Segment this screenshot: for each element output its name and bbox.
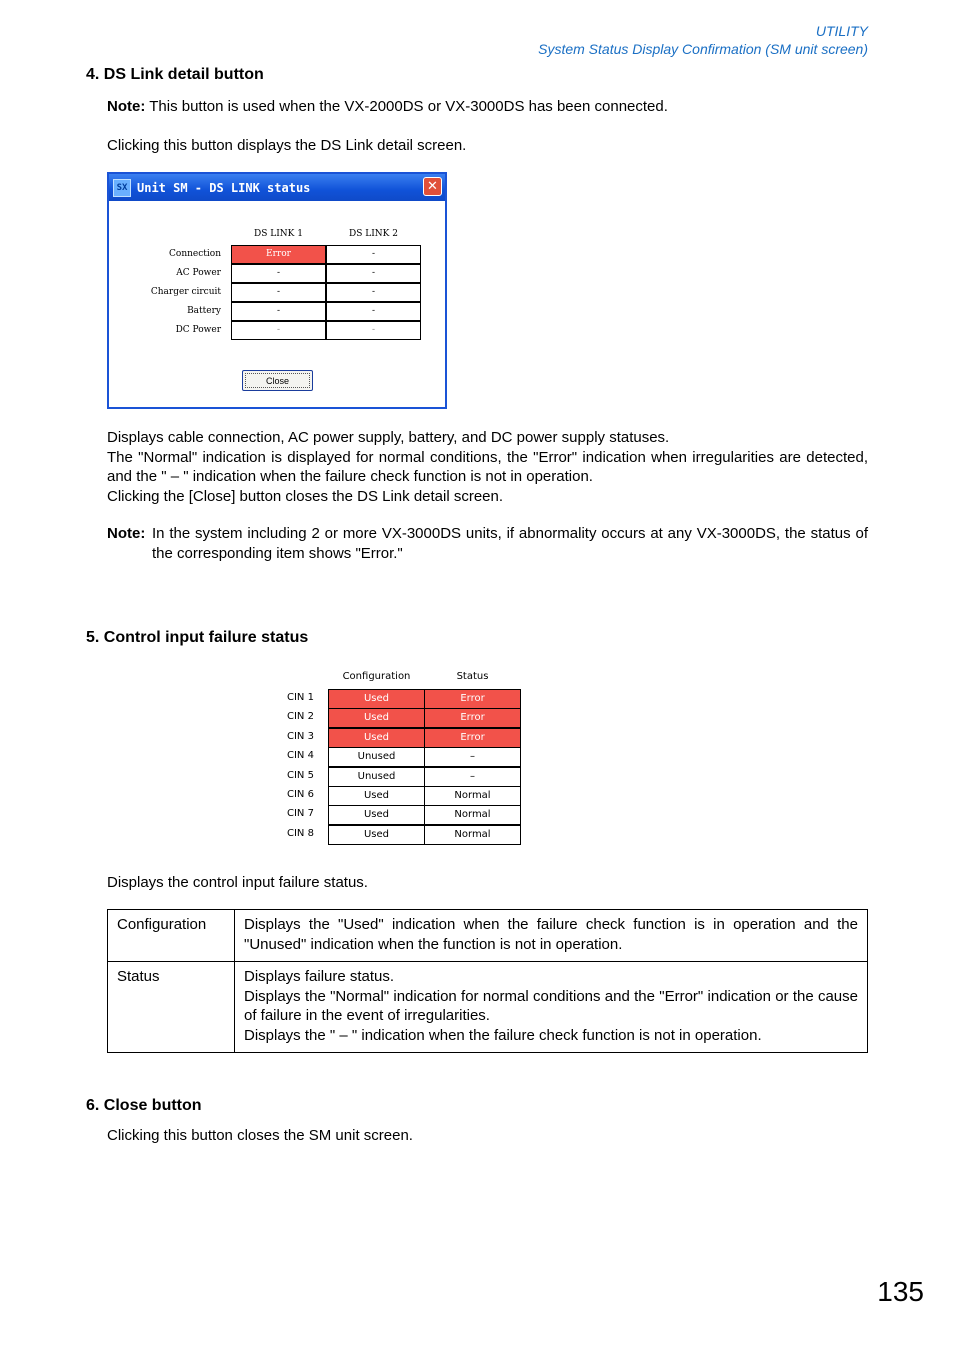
definition-table (107, 909, 868, 1053)
cin-status-cell: – (424, 747, 521, 767)
cin-configuration-cell: Used (328, 805, 425, 825)
cin-status-cell: Error (424, 689, 521, 709)
cin-header-status: Status (456, 671, 489, 682)
term-status: Status (108, 962, 235, 1053)
running-header-subsection: System Status Display Confirmation (SM unit screen) (538, 41, 868, 57)
dc-power-ds-link-2: - (326, 321, 421, 340)
cin-row-label: CIN 7 (287, 808, 314, 820)
section-4-intro: Clicking this button displays the DS Link detail screen. (107, 137, 467, 154)
cin-configuration-cell: Unused (328, 767, 425, 787)
desc-line-1: Displays cable connection, AC power supply, battery, and DC power supply statuses. (107, 429, 670, 446)
dialog-titlebar[interactable] (109, 174, 445, 201)
section-6-description: Clicking this button closes the SM unit screen. (107, 1127, 413, 1144)
cin-row-label: CIN 4 (287, 750, 314, 762)
definition-status-line-1: Displays failure status. (244, 968, 395, 985)
row-label-charger-circuit: Charger circuit (150, 287, 221, 297)
section-4-heading: 4. DS Link detail button (86, 66, 264, 83)
dialog-title: Unit SM - DS LINK status (137, 180, 311, 195)
cin-configuration-cell: Unused (328, 747, 425, 767)
battery-ds-link-2: - (326, 302, 421, 321)
desc-line-2: The "Normal" indication is displayed for normal conditions, the "Error" indication when irregularities are detected, and the " – " indication when the failure check function is not in operation. (107, 448, 868, 485)
connection-ds-link-2: - (326, 245, 421, 264)
cin-row-label: CIN 2 (287, 711, 314, 723)
close-icon[interactable]: ✕ (423, 177, 442, 196)
note-2-text: In the system including 2 or more VX-3000DS units, if abnormality occurs at any VX-3000DS, the status of the corresponding item shows "Error." (152, 525, 868, 562)
definition-status-line-3: Displays the " – " indication when the failure check function is not in operation. (244, 1026, 762, 1044)
section-5-heading: 5. Control input failure status (86, 629, 309, 646)
dc-power-ds-link-1: - (231, 321, 326, 340)
cin-row-label: CIN 5 (287, 769, 314, 781)
cin-row-label: CIN 3 (287, 730, 314, 742)
cin-configuration-cell: Used (328, 708, 425, 728)
note-label: Note: (107, 98, 146, 115)
charger-ds-link-1: - (231, 283, 326, 302)
charger-ds-link-2: - (326, 283, 421, 302)
cin-status-cell: – (424, 767, 521, 787)
battery-ds-link-1: - (231, 302, 326, 321)
running-header-section: UTILITY (815, 23, 868, 39)
cin-status-cell: Normal (424, 786, 521, 806)
section-4-description (107, 428, 868, 506)
cin-configuration-cell: Used (328, 786, 425, 806)
row-label-dc-power: DC Power (175, 325, 221, 335)
row-label-ac-power: AC Power (176, 268, 221, 278)
cin-status-cell: Normal (424, 825, 521, 845)
column-header-ds-link-1: DS LINK 1 (254, 229, 303, 239)
desc-line-3: Clicking the [Close] button closes the DS Link detail screen. (107, 487, 504, 505)
connection-ds-link-1: Error (231, 245, 326, 264)
row-label-connection: Connection (169, 249, 221, 259)
definition-status (235, 962, 868, 1053)
cin-row-label: CIN 8 (287, 827, 314, 839)
cin-header-configuration: Configuration (342, 671, 411, 682)
app-logo-icon: SX (113, 179, 131, 197)
section-6-heading: 6. Close button (86, 1097, 202, 1114)
table-row (108, 910, 868, 962)
note-text: This button is used when the VX-2000DS or VX-3000DS has been connected. (149, 98, 668, 115)
cin-configuration-cell: Used (328, 689, 425, 709)
column-header-ds-link-2: DS LINK 2 (349, 229, 398, 239)
table-row (108, 962, 868, 1053)
ac-power-ds-link-1: - (231, 264, 326, 283)
section-4-note (107, 97, 668, 117)
definition-configuration: Displays the "Used" indication when the failure check function is in operation and the "Unused" indication when the function is not in operation. (235, 910, 868, 962)
note-2-label: Note: (107, 525, 146, 542)
cin-configuration-cell: Used (328, 728, 425, 748)
cin-configuration-cell: Used (328, 825, 425, 845)
cin-status-cell: Error (424, 708, 521, 728)
cin-status-cell: Error (424, 728, 521, 748)
cin-row-label: CIN 6 (287, 789, 314, 800)
section-5-description: Displays the control input failure status. (107, 874, 368, 891)
term-configuration: Configuration (108, 910, 235, 962)
page-number: 135 (877, 1276, 924, 1307)
cin-row-label: CIN 1 (287, 692, 314, 703)
cin-status-cell: Normal (424, 805, 521, 825)
definition-status-line-2: Displays the "Normal" indication for normal conditions and the "Error" indication or the cause of failure in the event of irregularities. (244, 987, 858, 1024)
row-label-battery: Battery (187, 306, 221, 316)
close-button[interactable]: Close (242, 370, 313, 391)
ac-power-ds-link-2: - (326, 264, 421, 283)
section-4-note-2 (107, 524, 868, 563)
